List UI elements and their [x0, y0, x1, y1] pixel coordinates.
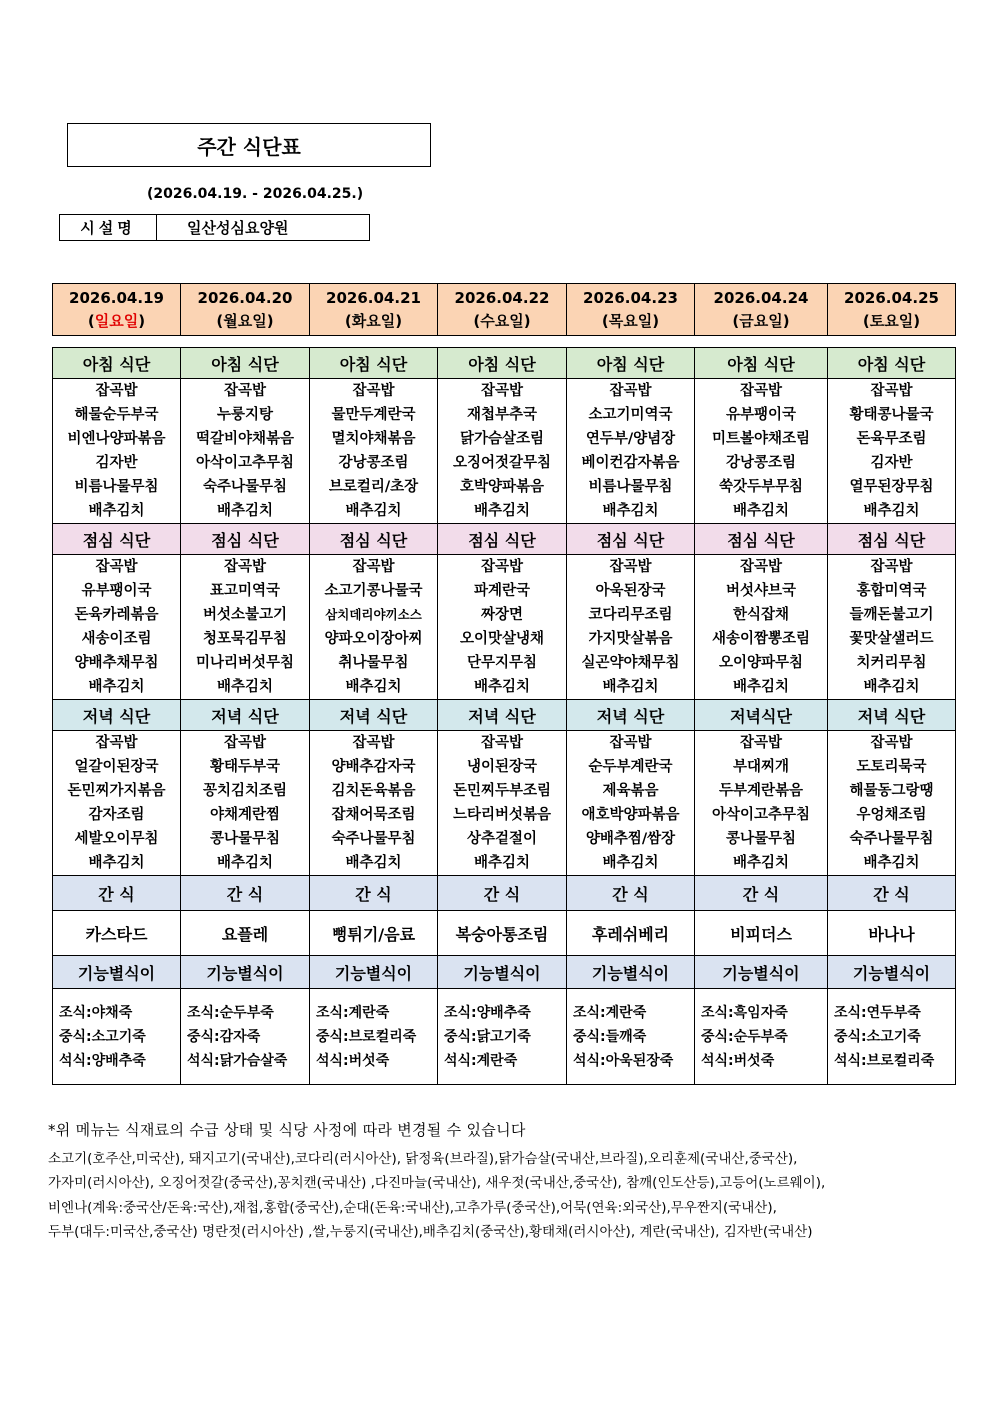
menu-item: 배추김치: [216, 503, 274, 519]
menu-item: 잡곡밥: [223, 735, 267, 751]
snack-header: 간 식: [828, 876, 956, 911]
menu-item: 유부팽이국: [81, 583, 152, 599]
menu-item: 잡곡밥: [480, 735, 524, 751]
menu-item: 배추김치: [473, 503, 531, 519]
snack-header: 간 식: [181, 876, 310, 911]
day-header: [53, 284, 181, 336]
menu-item: 콩나물무침: [725, 831, 797, 847]
functional-diet-list: [53, 989, 181, 1085]
menu-item: 새송이조림: [81, 631, 152, 647]
menu-item: 잡곡밥: [223, 559, 267, 575]
dinner-header: 저녁 식단: [310, 700, 438, 731]
menu-item: 비름나물무침: [588, 479, 673, 495]
menu-item: 가지맛살볶음: [588, 631, 673, 647]
menu-item: 재첩부추국: [466, 407, 538, 423]
lunch-menu: [310, 555, 438, 700]
functional-diet-item: 조식:흑임자죽: [701, 1004, 788, 1021]
snack-header: 간 식: [53, 876, 181, 911]
menu-item: 애호박양파볶음: [581, 807, 680, 823]
day-weekday: (목요일): [601, 311, 660, 330]
menu-item: 소고기미역국: [588, 407, 673, 423]
menu-item: 양배추감자국: [331, 759, 416, 775]
day-date: 2026.04.25: [844, 288, 939, 307]
menu-item: 감자조림: [88, 807, 145, 823]
menu-item: 배추김치: [602, 855, 659, 871]
menu-item: 강낭콩조림: [725, 455, 797, 471]
snack-item: 요플레: [181, 911, 310, 956]
menu-item: 양배추채무침: [74, 655, 159, 671]
functional-diet-list: [438, 989, 567, 1085]
functional-diet-item: 중식:소고기죽: [59, 1028, 146, 1045]
lunch-header: 점심 식단: [53, 524, 181, 555]
functional-diet-item: 석식:브로컬리죽: [834, 1052, 935, 1069]
breakfast-menu: [695, 379, 828, 524]
menu-item: 닭가슴살조림: [459, 431, 545, 447]
day-date: 2026.04.24: [713, 288, 809, 307]
dinner-header: 저녁 식단: [828, 700, 956, 731]
facility-name: 일산성심요양원: [187, 219, 289, 237]
functional-diet-item: 석식:버섯죽: [316, 1052, 390, 1069]
menu-item: 들깨돈불고기: [849, 607, 934, 623]
breakfast-menu: [828, 379, 956, 524]
menu-item: 김자반: [870, 455, 913, 471]
dinner-menu: [567, 731, 695, 876]
day-date: 2026.04.20: [197, 288, 293, 307]
menu-item: 김치돈육볶음: [331, 783, 416, 799]
day-header: [828, 284, 956, 336]
menu-item: 잡곡밥: [480, 559, 524, 575]
menu-item: 단무지무침: [466, 655, 538, 671]
menu-item: 배추김치: [216, 855, 274, 871]
breakfast-header: 아침 식단: [53, 348, 181, 379]
menu-item: 우엉채조림: [856, 807, 927, 823]
menu-item: 배추김치: [732, 679, 790, 695]
lunch-header: 점심 식단: [828, 524, 956, 555]
menu-item: 돈육카레볶음: [74, 607, 159, 623]
menu-item: 비엔나양파볶음: [67, 431, 166, 447]
functional-diet-item: 중식:감자죽: [187, 1028, 261, 1045]
snack-header: 간 식: [438, 876, 567, 911]
menu-item: 두부계란볶음: [718, 783, 804, 799]
menu-item: 숙주나물무침: [202, 479, 288, 495]
menu-item: 삼치데리야끼소스: [325, 607, 422, 622]
breakfast-header: 아침 식단: [181, 348, 310, 379]
menu-item: 잡곡밥: [739, 559, 783, 575]
menu-item: 냉이된장국: [466, 759, 538, 775]
functional-diet-item: 석식:양배추죽: [59, 1052, 146, 1069]
menu-item: 잡곡밥: [352, 383, 395, 399]
menu-item: 배추김치: [732, 855, 790, 871]
menu-item: 아삭이고추무침: [195, 455, 295, 471]
date-header-table: [52, 283, 956, 336]
functional-diet-list: [828, 989, 956, 1085]
breakfast-header: 아침 식단: [695, 348, 828, 379]
functional-diet-item: 중식:닭고기죽: [444, 1028, 531, 1045]
page-title: 주간 식단표: [67, 123, 431, 167]
origin-line: 가자미(러시아산), 오징어젓갈(중국산),꽁치캔(국내산) ,다진마늘(국내산), 새우젓(국내산,중국산), 참깨(인도산등),고등어(노르웨이),: [48, 1175, 826, 1191]
dinner-header: 저녁 식단: [567, 700, 695, 731]
functional-diet-item: 중식:순두부죽: [701, 1028, 788, 1045]
menu-item: 미트볼야채조림: [711, 431, 811, 447]
menu-item: 비름나물무침: [74, 479, 159, 495]
menu-item: 아욱된장국: [595, 583, 666, 599]
menu-item: 부대찌개: [732, 759, 790, 775]
functional-diet-header: 기능별식이: [53, 956, 181, 989]
menu-item: 잡곡밥: [95, 559, 138, 575]
day-weekday: (화요일): [344, 311, 403, 330]
day-weekday: (수요일): [473, 311, 531, 330]
menu-period: (2026.04.19. - 2026.04.25.): [147, 186, 364, 202]
dinner-header: 저녁식단: [695, 700, 828, 731]
breakfast-menu: [567, 379, 695, 524]
functional-diet-item: 석식:아욱된장죽: [573, 1052, 674, 1069]
day-header: [567, 284, 695, 336]
snack-item: 후레쉬베리: [567, 911, 695, 956]
breakfast-menu: [310, 379, 438, 524]
day-header: [181, 284, 310, 336]
menu-item: 청포묵김무침: [202, 631, 288, 647]
breakfast-menu: [181, 379, 310, 524]
day-weekday: (토요일): [862, 311, 921, 330]
menu-item: 제육볶음: [602, 783, 659, 799]
functional-diet-header: 기능별식이: [695, 956, 828, 989]
day-date: 2026.04.21: [326, 288, 421, 307]
snack-item: 뻥튀기/음료: [310, 911, 438, 956]
functional-diet-header: 기능별식이: [567, 956, 695, 989]
functional-diet-item: 조식:계란죽: [316, 1004, 390, 1021]
menu-item: 실곤약야채무침: [581, 655, 680, 671]
menu-item: 잡채어묵조림: [331, 807, 416, 823]
functional-diet-item: 조식:순두부죽: [187, 1004, 274, 1021]
day-date: 2026.04.19: [69, 288, 164, 307]
menu-item: 잡곡밥: [352, 559, 395, 575]
menu-item: 아삭이고추무침: [711, 807, 811, 823]
menu-item: 잡곡밥: [870, 735, 913, 751]
menu-item: 오이맛살냉채: [459, 631, 545, 647]
menu-item: 배추김치: [473, 679, 531, 695]
menu-item: 유부팽이국: [725, 407, 797, 423]
day-header: [438, 284, 567, 336]
menu-item: 누룽지탕: [216, 407, 274, 423]
day-date: 2026.04.22: [454, 288, 550, 307]
menu-item: 잡곡밥: [609, 735, 652, 751]
menu-item: 버섯샤브국: [725, 583, 797, 599]
day-header: [695, 284, 828, 336]
origin-line: 소고기(호주산,미국산), 돼지고기(국내산),코다리(러시아산), 닭정육(브라질),닭가슴살(국내산,브라질),오리훈제(국내산,중국산),: [48, 1150, 798, 1167]
snack-item: 비피더스: [695, 911, 828, 956]
menu-item: 도토리묵국: [856, 759, 927, 775]
functional-diet-item: 조식:양배추죽: [444, 1004, 531, 1021]
functional-diet-item: 중식:소고기죽: [834, 1028, 921, 1045]
snack-item: 카스타드: [53, 911, 181, 956]
menu-item: 멸치야채볶음: [331, 431, 416, 447]
menu-item: 돈육무조림: [856, 431, 927, 447]
lunch-header: 점심 식단: [438, 524, 567, 555]
lunch-header: 점심 식단: [695, 524, 828, 555]
functional-diet-item: 조식:계란죽: [573, 1004, 647, 1021]
functional-diet-header: 기능별식이: [828, 956, 956, 989]
menu-item: 얼갈이된장국: [74, 759, 159, 775]
lunch-header: 점심 식단: [567, 524, 695, 555]
menu-item: 열무된장무침: [849, 479, 934, 495]
day-weekday: (일요일): [87, 311, 146, 330]
menu-item: 오징어젓갈무침: [452, 455, 552, 471]
menu-item: 배추김치: [602, 679, 659, 695]
menu-item: 양파오이장아찌: [324, 631, 423, 647]
snack-header: 간 식: [695, 876, 828, 911]
dinner-menu: [53, 731, 181, 876]
menu-item: 배추김치: [863, 679, 920, 695]
dinner-header: 저녁 식단: [53, 700, 181, 731]
menu-item: 돈민찌두부조림: [452, 783, 552, 799]
menu-item: 잡곡밥: [609, 383, 652, 399]
lunch-menu: [828, 555, 956, 700]
functional-diet-item: 중식:들깨죽: [573, 1028, 647, 1045]
menu-item: 잡곡밥: [480, 383, 524, 399]
facility-label: 시설명: [60, 215, 157, 240]
functional-diet-list: [567, 989, 695, 1085]
functional-diet-item: 조식:연두부죽: [834, 1004, 921, 1021]
menu-item: 짜장면: [480, 607, 524, 623]
menu-item: 미나리버섯무침: [195, 655, 295, 671]
menu-item: 콩나물무침: [209, 831, 281, 847]
menu-item: 쑥갓두부무침: [718, 479, 804, 495]
functional-diet-item: 중식:브로컬리죽: [316, 1028, 417, 1045]
origin-line: 비엔나(계육:중국산/돈육:국산),재첩,홍합(중국산),순대(돈육:국내산),고추가루(중국산),어묵(연육:외국산),무우짠지(국내산),: [48, 1199, 777, 1216]
menu-item: 호박양파볶음: [459, 479, 545, 495]
menu-item: 잡곡밥: [95, 735, 138, 751]
breakfast-header: 아침 식단: [567, 348, 695, 379]
dinner-menu: [695, 731, 828, 876]
menu-item: 버섯소불고기: [202, 607, 288, 623]
facility-info: [59, 214, 370, 241]
menu-item: 잡곡밥: [870, 559, 913, 575]
menu-item: 배추김치: [345, 679, 402, 695]
functional-diet-item: 조식:야채죽: [59, 1004, 133, 1021]
menu-item: 잡곡밥: [739, 735, 783, 751]
menu-item: 잡곡밥: [352, 735, 395, 751]
snack-item: 복숭아통조림: [438, 911, 567, 956]
menu-item: 상추겉절이: [466, 831, 538, 847]
day-weekday: (월요일): [216, 311, 274, 330]
breakfast-menu: [53, 379, 181, 524]
meal-table: [52, 347, 956, 1085]
functional-diet-header: 기능별식이: [181, 956, 310, 989]
menu-item: 돈민찌가지볶음: [67, 783, 166, 799]
menu-item: 코다리무조림: [588, 607, 673, 623]
menu-item: 브로컬리/초장: [328, 479, 419, 495]
day-header: [310, 284, 438, 336]
day-weekday: (금요일): [732, 311, 790, 330]
menu-item: 황태콩나물국: [849, 407, 934, 423]
menu-item: 배추김치: [602, 503, 659, 519]
menu-item: 잡곡밥: [739, 383, 783, 399]
functional-diet-header: 기능별식이: [438, 956, 567, 989]
menu-item: 꽁치김치조림: [202, 783, 288, 799]
menu-item: 표고미역국: [209, 583, 281, 599]
menu-item: 배추김치: [216, 679, 274, 695]
menu-item: 물만두계란국: [331, 407, 416, 423]
dinner-menu: [438, 731, 567, 876]
menu-item: 취나물무침: [338, 655, 409, 671]
menu-item: 잡곡밥: [95, 383, 138, 399]
menu-item: 잡곡밥: [609, 559, 652, 575]
dinner-header: 저녁 식단: [181, 700, 310, 731]
menu-item: 떡갈비야채볶음: [195, 431, 295, 447]
menu-item: 야채계란찜: [209, 807, 281, 823]
menu-item: 황태두부국: [209, 759, 281, 775]
breakfast-menu: [438, 379, 567, 524]
menu-item: 순두부계란국: [588, 759, 673, 775]
lunch-menu: [567, 555, 695, 700]
lunch-menu: [438, 555, 567, 700]
dinner-header: 저녁 식단: [438, 700, 567, 731]
breakfast-header: 아침 식단: [828, 348, 956, 379]
menu-item: 연두부/양념장: [585, 431, 676, 447]
menu-item: 양배추찜/쌈장: [585, 831, 676, 847]
menu-item: 새송이짬뽕조림: [711, 631, 811, 647]
functional-diet-item: 석식:버섯죽: [701, 1052, 775, 1069]
menu-item: 파계란국: [473, 583, 531, 599]
dinner-menu: [828, 731, 956, 876]
menu-item: 잡곡밥: [223, 383, 267, 399]
menu-item: 치커리무침: [856, 655, 927, 671]
functional-diet-list: [695, 989, 828, 1085]
notes-disclaimer: *위 메뉴는 식재료의 수급 상태 및 식당 사정에 따라 변경될 수 있습니다: [48, 1121, 526, 1139]
menu-item: 배추김치: [88, 855, 145, 871]
lunch-menu: [181, 555, 310, 700]
notes-section: [48, 1118, 968, 1245]
functional-diet-list: [181, 989, 310, 1085]
menu-item: 배추김치: [345, 855, 402, 871]
menu-item: 배추김치: [473, 855, 531, 871]
menu-item: 오이양파무침: [718, 655, 804, 671]
functional-diet-item: 석식:계란죽: [444, 1052, 518, 1069]
breakfast-header: 아침 식단: [310, 348, 438, 379]
menu-item: 숙주나물무침: [849, 831, 934, 847]
menu-item: 베이컨감자볶음: [581, 455, 680, 471]
menu-item: 배추김치: [88, 503, 145, 519]
menu-item: 소고기콩나물국: [324, 583, 423, 599]
functional-diet-header: 기능별식이: [310, 956, 438, 989]
day-date: 2026.04.23: [583, 288, 678, 307]
menu-item: 배추김치: [88, 679, 145, 695]
lunch-header: 점심 식단: [310, 524, 438, 555]
menu-item: 세발오이무침: [74, 831, 159, 847]
snack-header: 간 식: [310, 876, 438, 911]
snack-header: 간 식: [567, 876, 695, 911]
breakfast-header: 아침 식단: [438, 348, 567, 379]
functional-diet-item: 석식:닭가슴살죽: [187, 1052, 288, 1069]
dinner-menu: [310, 731, 438, 876]
menu-item: 배추김치: [345, 503, 402, 519]
menu-item: 배추김치: [863, 503, 920, 519]
menu-item: 숙주나물무침: [331, 831, 416, 847]
snack-item: 바나나: [828, 911, 956, 956]
lunch-header: 점심 식단: [181, 524, 310, 555]
menu-item: 배추김치: [863, 855, 920, 871]
lunch-menu: [695, 555, 828, 700]
lunch-menu: [53, 555, 181, 700]
menu-item: 잡곡밥: [870, 383, 913, 399]
menu-item: 꽃맛살샐러드: [849, 631, 934, 647]
menu-item: 김자반: [95, 455, 138, 471]
menu-item: 해물순두부국: [74, 407, 159, 423]
menu-item: 느타리버섯볶음: [452, 807, 552, 823]
origin-line: 두부(대두:미국산,중국산) 명란젓(러시아산) ,쌀,누룽지(국내산),배추김치(중국산),황태채(러시아산), 계란(국내산), 김자반(국내산): [48, 1224, 813, 1240]
menu-item: 배추김치: [732, 503, 790, 519]
dinner-menu: [181, 731, 310, 876]
menu-item: 해물동그랑땡: [849, 783, 934, 799]
functional-diet-list: [310, 989, 438, 1085]
menu-item: 한식잡채: [732, 607, 790, 623]
menu-item: 강낭콩조림: [338, 455, 409, 471]
menu-item: 홍합미역국: [856, 583, 927, 599]
